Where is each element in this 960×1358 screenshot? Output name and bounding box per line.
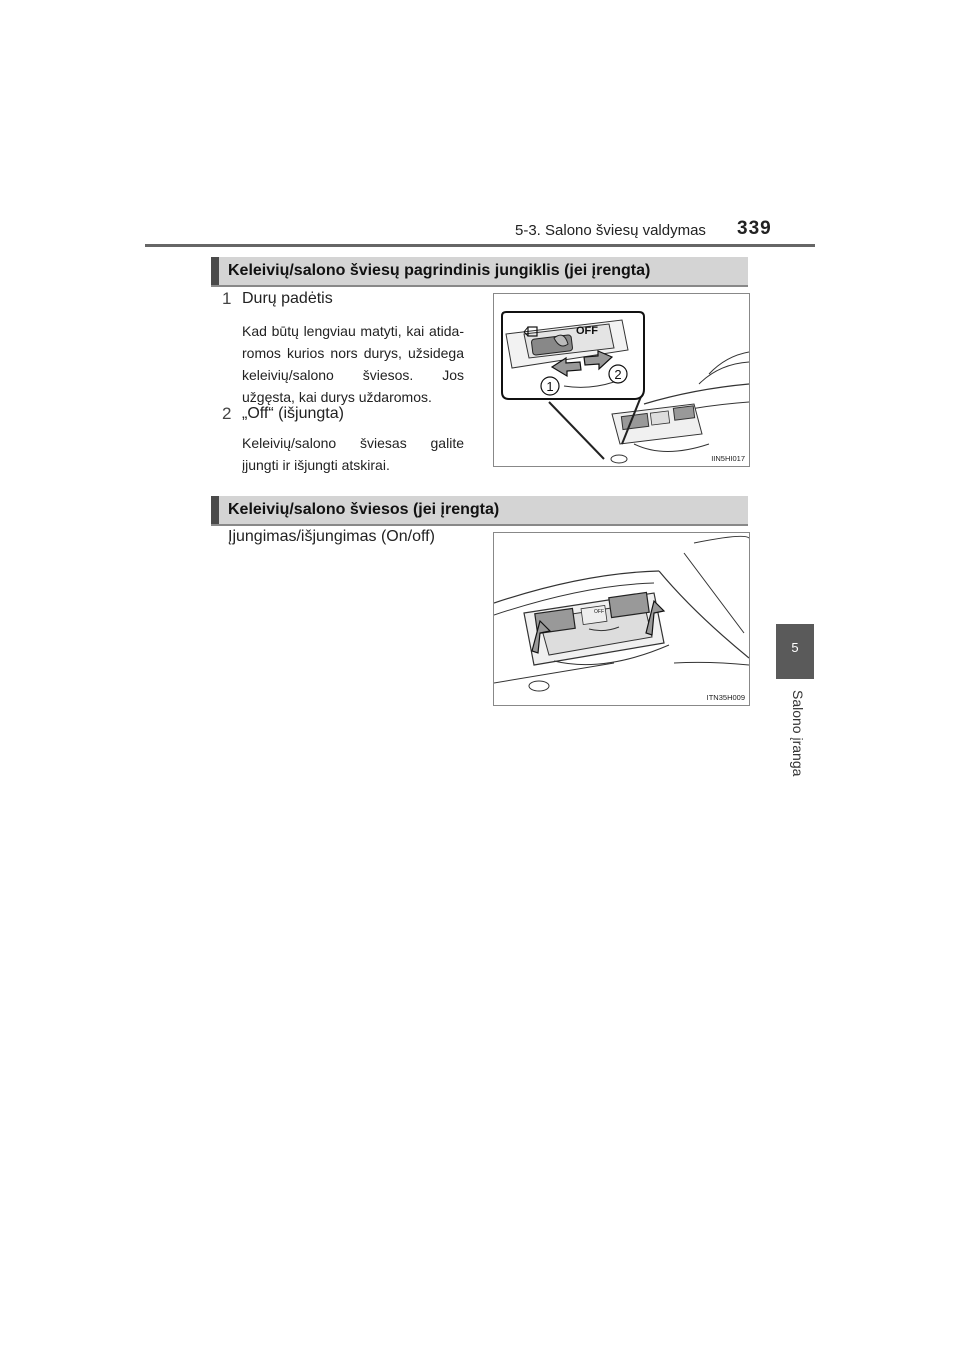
item-number-1: 1 [222, 289, 232, 308]
interior-lights-illustration [494, 533, 749, 705]
item-description-off: Keleivių/salono šviesas galite įjungti ir išjungti atskirai. [242, 435, 464, 473]
main-switch-illustration [494, 294, 749, 466]
section-title-main-switch: Keleivių/salono šviesų pagrindinis jungiklis (jei įrengta) [211, 257, 748, 285]
header-rule [145, 244, 815, 247]
switch-off-label: OFF [576, 325, 598, 337]
callout-2: 2 [614, 367, 622, 382]
item-title-door-position: Durų padėtis [242, 290, 333, 307]
section-header: 5-3. Salono šviesų valdymas [515, 222, 706, 239]
item-title-off: „Off“ (išjungta) [242, 405, 344, 422]
section-title-interior-lights: Keleivių/salono šviesos (jei įrengta) [211, 496, 748, 524]
figure-code-2: ITN35H009 [706, 693, 745, 702]
figure-interior-lights [493, 532, 750, 706]
figure-main-switch [493, 293, 750, 467]
on-off-text: Įjungimas/išjungimas (On/off) [228, 528, 435, 545]
callout-1: 1 [546, 379, 554, 394]
switch-off-label-2: OFF [594, 609, 604, 615]
chapter-label-container [774, 690, 814, 800]
chapter-label: Salono įranga [790, 690, 806, 777]
item-number-2: 2 [222, 404, 232, 423]
figure-code: IIN5HI017 [711, 454, 745, 463]
chapter-tab: 5 [776, 624, 814, 679]
item-description-door-position: Kad būtų lengviau matyti, kai atida-romos kurios nors durys, užsidega keleivių/salono šviesos. Jos užgęsta, kai durys uždaromos. [242, 323, 464, 405]
page-number: 339 [737, 218, 772, 239]
